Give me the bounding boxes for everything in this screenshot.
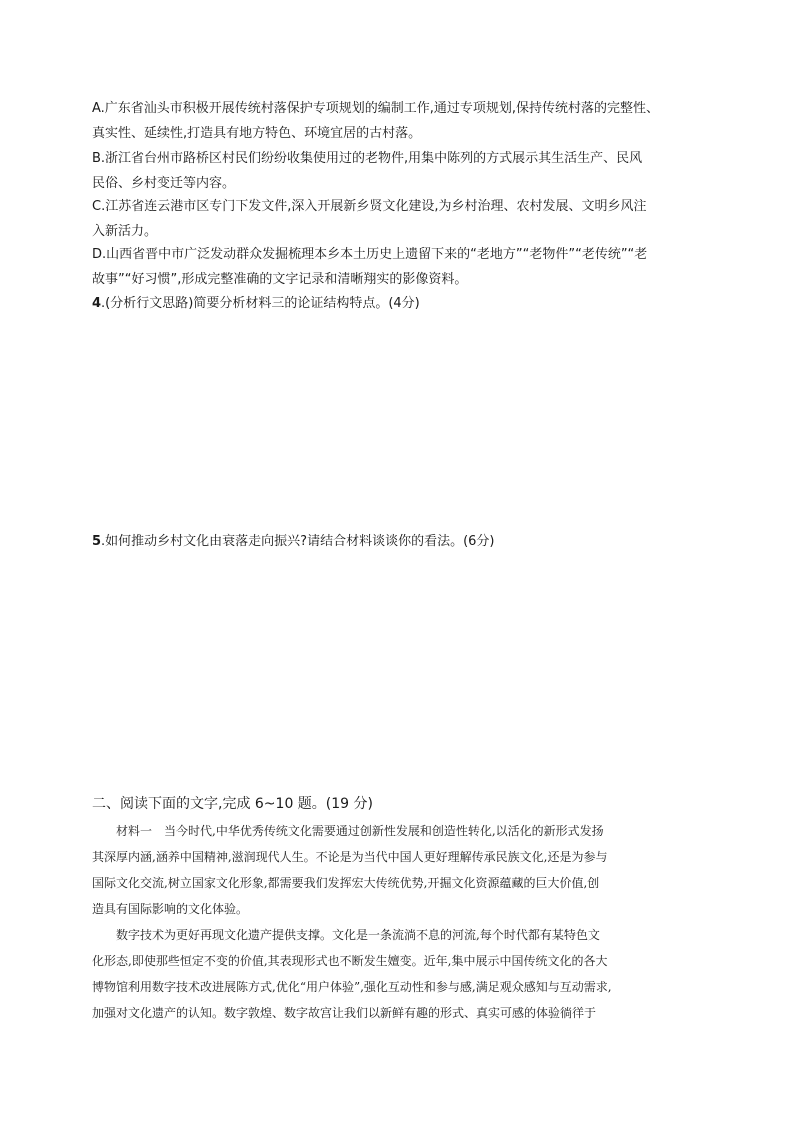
option-d [92,242,712,292]
question-5-number: 5 [92,534,102,549]
question-4-number: 4 [92,296,102,311]
question-5-text: .如何推动乡村文化由衰落走向振兴?请结合材料谈谈你的看法。(6分) [101,534,495,549]
option-d-line-1: D.山西省晋中市广泛发动群众发掘梳理本乡本土历史上遗留下来的“老地方”“老物件”“老传统”“老 [92,247,648,262]
option-c [92,194,712,244]
question-4-text: .(分析行文思路)简要分析材料三的论证结构特点。(4分) [101,296,420,311]
question-5 [92,529,495,554]
passage-line: 造具有国际影响的文化体验。 [92,902,249,916]
option-b-line-1: B.浙江省台州市路桥区村民们纷纷收集使用过的老物件,用集中陈列的方式展示其生活生产、民风 [92,151,643,166]
option-a-line-1: A.广东省汕头市积极开展传统村落保护专项规划的编制工作,通过专项规划,保持传统村落的完整性、 [92,101,660,116]
passage-line: 国际文化交流,树立国家文化形象,都需要我们发挥宏大传统优势,开掘文化资源蕴藏的巨大价值,创 [92,876,600,890]
question-4 [92,291,420,316]
passage-line: 加强对文化遗产的认知。数字敦煌、数字故宫让我们以新鲜有趣的形式、真实可感的体验徜徉于 [92,1006,597,1020]
option-c-line-1: C.江苏省连云港市区专门下发文件,深入开展新乡贤文化建设,为乡村治理、农村发展、文明乡风注 [92,199,647,214]
passage-line: 其深厚内涵,涵养中国精神,滋润现代人生。不论是为当代中国人更好理解传承民族文化,还是为参与 [92,850,608,864]
passage-line: 博物馆利用数字技术改进展陈方式,优化“用户体验”,强化互动性和参与感,满足观众感知与互动需求, [92,980,612,994]
option-a [92,96,712,146]
passage-line: 化形态,即使那些恒定不变的价值,其表现形式也不断发生嬗变。近年,集中展示中国传统文化的各大 [92,954,608,968]
option-d-line-2: 故事”“好习惯”,形成完整准确的文字记录和清晰翔实的影像资料。 [92,272,468,287]
section-2-title: 二、阅读下面的文字,完成 6~10 题。(19 分) [92,796,373,812]
option-a-line-2: 真实性、延续性,打造具有地方特色、环境宜居的古村落。 [92,126,422,141]
reading-passage [92,818,692,1026]
option-b-line-2: 民俗、乡村变迁等内容。 [92,176,236,191]
passage-line: 数字技术为更好再现文化遗产提供支撑。文化是一条流淌不息的河流,每个时代都有某特色文 [116,928,600,942]
option-c-line-2: 入新活力。 [92,224,158,239]
option-b [92,146,712,196]
passage-line: 材料一 当今时代,中华优秀传统文化需要通过创新性发展和创造性转化,以活化的新形式发扬 [116,824,604,838]
